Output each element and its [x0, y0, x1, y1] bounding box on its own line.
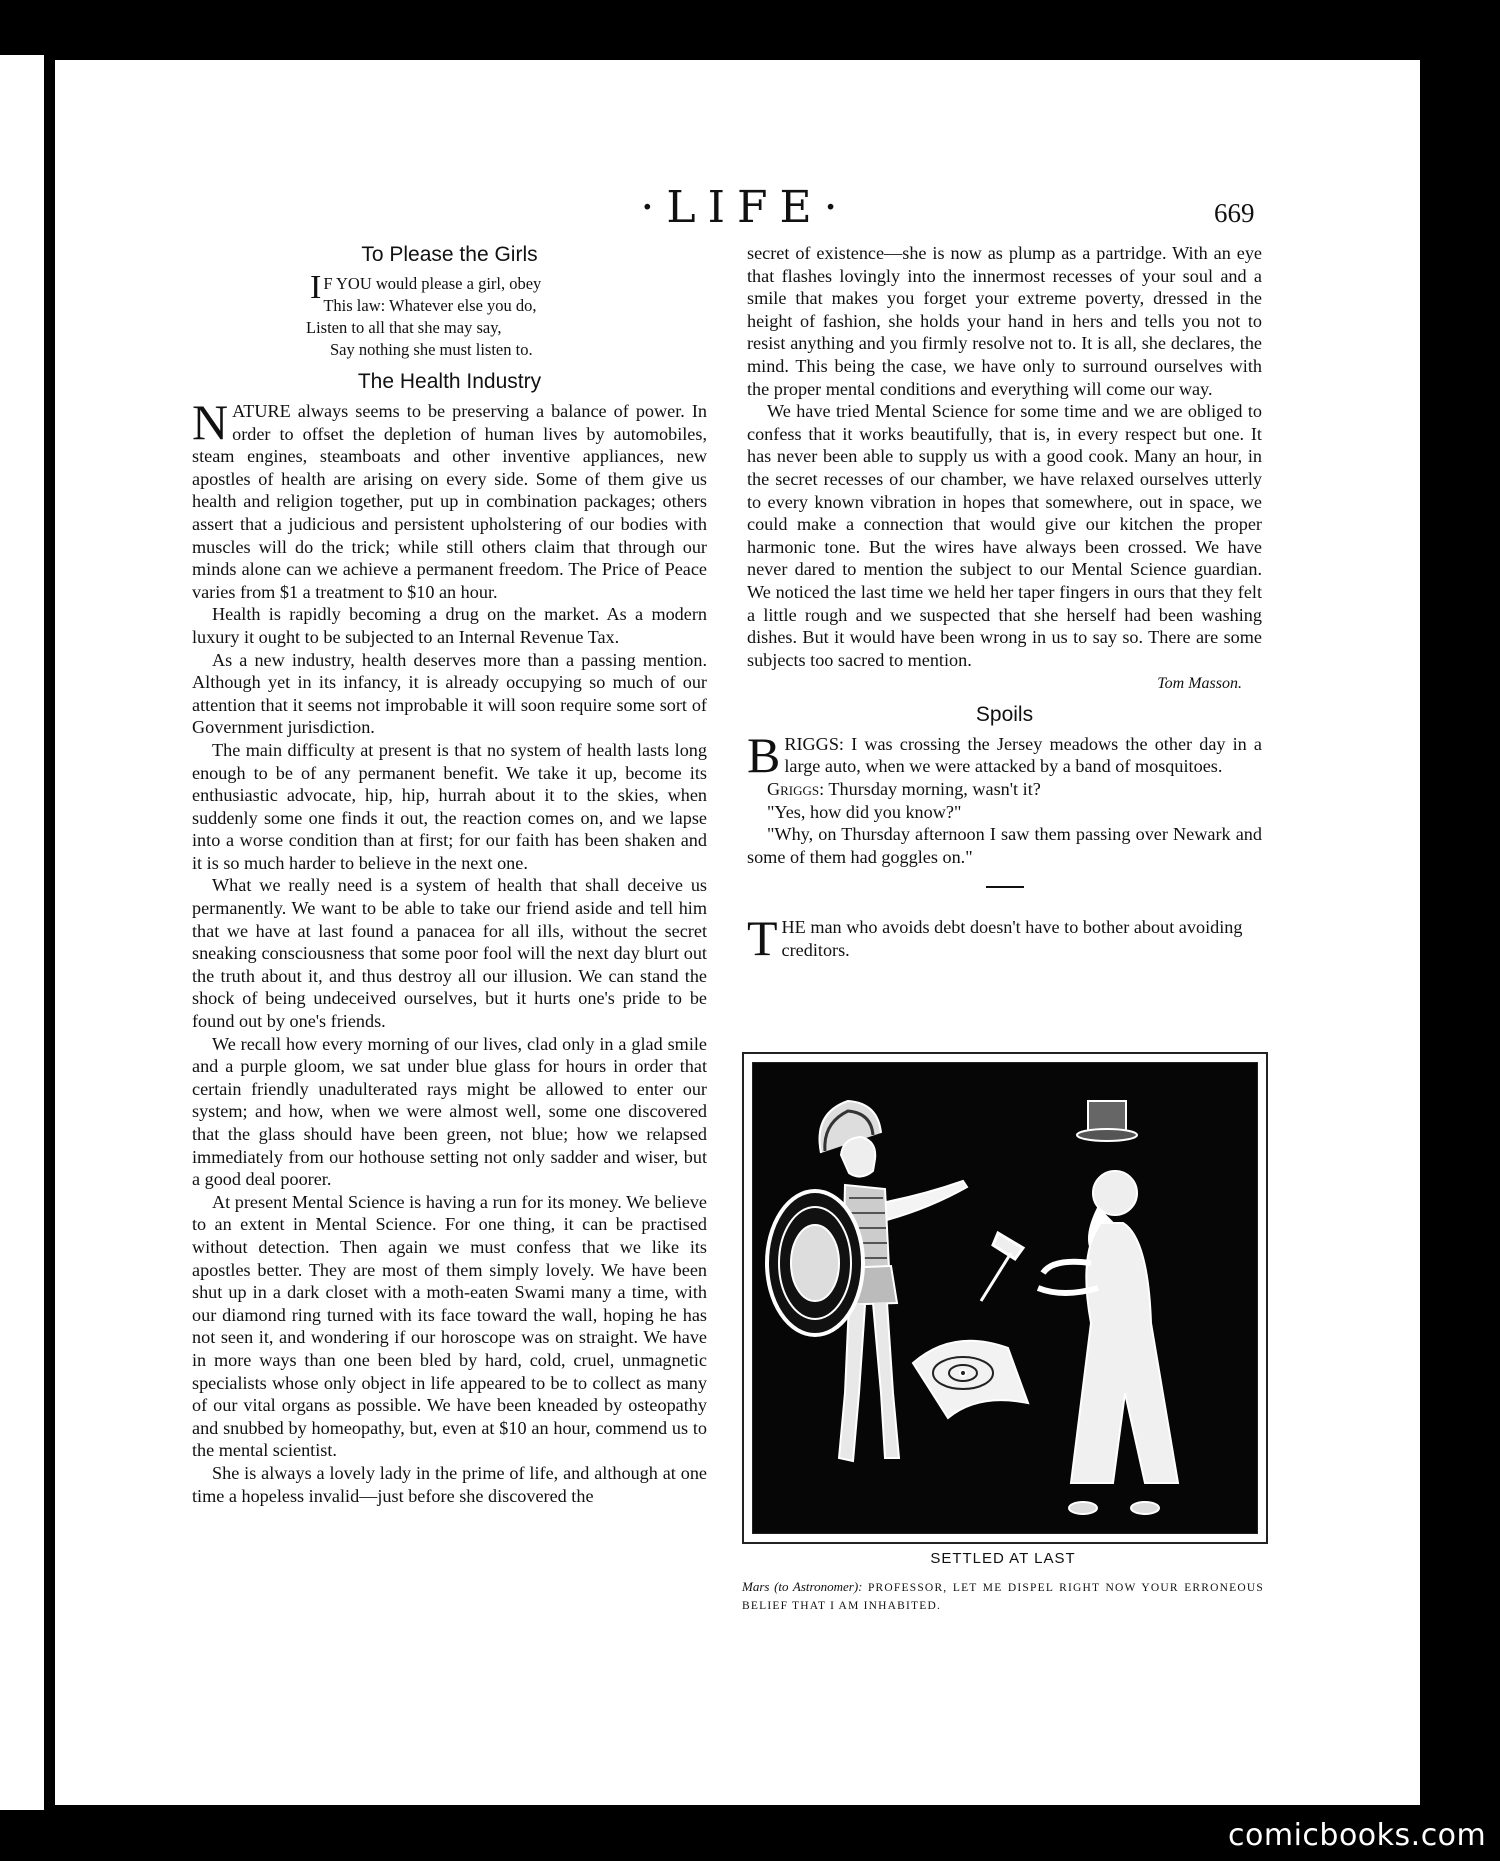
cartoon-title: SETTLED AT LAST — [930, 1550, 1076, 1567]
section-divider — [986, 886, 1024, 888]
article-dropcap: N — [192, 394, 229, 450]
poem-line: This law: Whatever else you do, — [323, 296, 537, 315]
caption-text: PROFESSOR, LET ME DISPEL RIGHT NOW YOUR ERRONEOUS BELIEF THAT I AM INHABITED. — [742, 1582, 1265, 1612]
poem-line: Say nothing she must listen to. — [330, 340, 533, 359]
right-column — [747, 242, 1262, 967]
article-paragraph: She is always a lovely lady in the prime of life, and although at one time a hopeless invalid—just before she discovered the — [192, 1462, 707, 1506]
page-gutter — [44, 55, 52, 1810]
poem — [192, 269, 707, 361]
cartoon-illustration — [752, 1062, 1258, 1534]
left-column — [192, 242, 707, 1507]
article-paragraph: secret of existence—she is now as plump as a partridge. With an eye that flashes lovingly into the innermost recesses of your soul and a smile that makes you forget your extreme poverty, dressed in the height of fashion, she holds your hand in hers and tells you not to resist anything and you firmly resolve not to. It is all, she declares, the mind. This being the case, we have only to surround ourselves with the proper mental conditions and everything will come our way. — [747, 243, 1262, 399]
spoils-dropcap: B — [747, 726, 781, 783]
poem-line: F YOU would please a girl, obey — [323, 274, 542, 293]
spoils-paragraph: Griggs: Thursday morning, wasn't it? — [767, 779, 1041, 800]
cartoon-caption — [742, 1578, 1264, 1615]
article-paragraph: As a new industry, health deserves more than a passing mention. Although yet in its infancy, it is already occupying so much of our attention that it seems not improbable it will soon require some sort of Government jurisdiction. — [192, 649, 707, 738]
poem-line: Listen to all that she may say, — [306, 318, 502, 337]
debt-paragraph: THE man who avoids debt doesn't have to bother about avoiding creditors. — [747, 910, 1243, 967]
article-title: The Health Industry — [357, 370, 542, 393]
watermark: comicbooks.com — [1228, 1818, 1487, 1853]
poem-dropcap: I — [310, 269, 322, 306]
spoils-title: Spoils — [975, 702, 1034, 726]
article-paragraph: Health is rapidly becoming a drug on the market. As a modern luxury it ought to be subjected to an Internal Revenue Tax. — [192, 604, 707, 647]
spoils-paragraph: "Yes, how did you know?" — [767, 801, 962, 822]
article-paragraph: The main difficulty at present is that no system of health lasts long enough to be of any permanent benefit. We take it up, become its enthusiastic advocate, hip, hip, hurrah about it to the skies, when suddenly some one finds it out, the reaction comes on, and we lapse into a worse condition than at first; for our faith has been shaken and it is so much harder to believe in the next one. — [192, 739, 707, 873]
cartoon-drawing — [753, 1063, 1257, 1533]
caption-speaker: Mars (to Astronomer): — [742, 1579, 863, 1594]
author-signature: Tom Masson. — [1157, 675, 1242, 693]
poem-title: To Please the Girls — [361, 243, 538, 266]
spoils-paragraph: BRIGGS: I was crossing the Jersey meadows the other day in a large auto, when we were attacked by a band of mosquitoes. — [747, 726, 1262, 783]
article-paragraph: At present Mental Science is having a run for its money. We believe to an extent in Mental Science. For one thing, it can be practised without detection. Then again we must confess that we like its apostles better. They are most of them simply lovely. We have been shut up in a dark closet with a moth-eaten Swami many a time, with our diamond ring turned with its face toward the wall, hoping he has not seen it, and wondering if our horoscope was on straight. We have in more ways than one been bled by hard, cold, cruel, unmagnetic specialists whose only object in life appeared to be to collect as many of our vital organs as possible. We have been kneaded by osteopathy and snubbed by homeopathy, but, even at $10 an hour, commend us to the mental scientist. — [192, 1191, 707, 1461]
page-number: 669 — [1214, 198, 1255, 228]
article-paragraph: We recall how every morning of our lives, clad only in a glad smile and a purple gloom, we sat under blue glass for hours in order that certain friendly unadulterated rays might be allowed to enter our system; and how, when we were almost well, some one discovered that the glass should have been green, not blue; how we relapsed immediately from our hothouse setting not only sadder and wiser, but a good deal poorer. — [192, 1033, 707, 1190]
masthead: ·LIFE· — [640, 182, 850, 233]
speaker-name: Griggs — [767, 779, 820, 800]
article-paragraph: What we really need is a system of health that shall deceive us permanently. We want to be able to take our friend aside and tell him that we have at last found a panacea for all ills, without the secret sneaking consciousness that some poor fool will the next day blurt out the truth about it, and thus destroy all our illusion. We can stand the shock of being undeceived ourselves, but it hurts one's pride to be found out by one's friends. — [192, 875, 707, 1032]
article-paragraph: NATURE always seems to be preserving a balance of power. In order to offset the depletion of human lives by automobiles, steam engines, steamboats and other inventive appliances, new apostles of health are arising on every side. Some of them give us health and religion together, put up in combination packages; others assert that a judicious and persistent upholstering of our bodies with muscles will do the trick; while still others claim that through our minds alone can we achieve a permanent freedom. The Price of Peace varies from $1 a treatment to $10 an hour. — [192, 394, 707, 602]
cartoon-frame — [742, 1052, 1268, 1544]
article-paragraph: We have tried Mental Science for some time and we are obliged to confess that it works beautifully, that is, in every respect but one. It has never been able to supply us with a good cook. Many an hour, in the secret recesses of our chamber, we have relaxed ourselves utterly to every known vibration in hopes that somewhere, out in space, we could make a connection that would give our kitchen the proper harmonic tone. But the wires have always been crossed. We have never dared to mention the subject to our Mental Science guardian. We noticed the last time we held her taper fingers in ours that they felt a little rough and we suspected that she herself had been washing dishes. But it would have been wrong in us to say so. There are some subjects too sacred to mention. — [747, 401, 1262, 670]
debt-dropcap: T — [747, 910, 778, 967]
spoils-paragraph: "Why, on Thursday afternoon I saw them passing over Newark and some of them had goggles on." — [747, 824, 1262, 867]
